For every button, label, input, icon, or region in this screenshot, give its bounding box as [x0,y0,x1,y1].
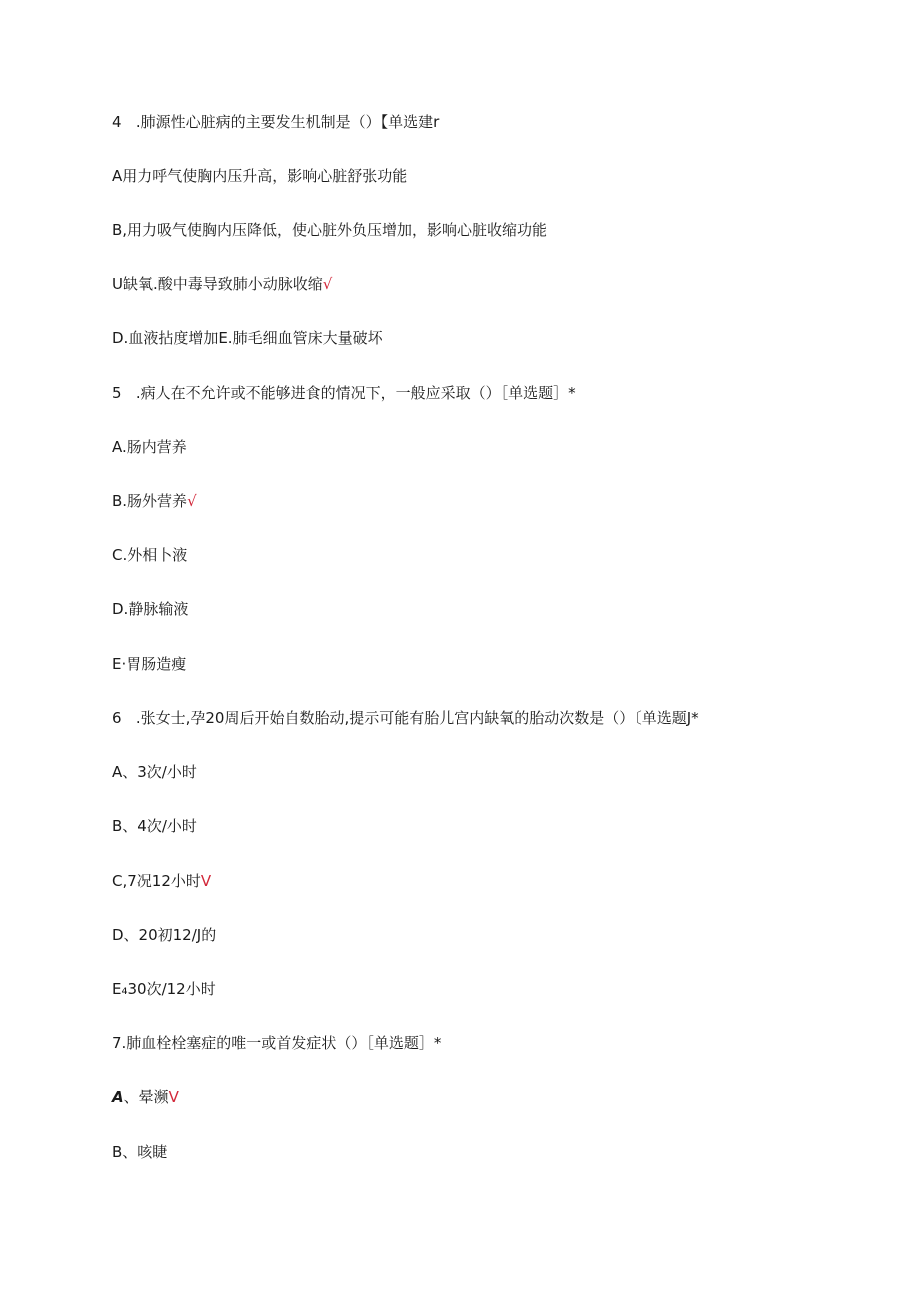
q5-option-b: B.肠外营养√ [112,492,197,510]
q4-option-b: B,用力吸气使胸内压降低，使心脏外负压增加，影响心脏收缩功能 [112,221,548,239]
q6-option-e: E₄30次/12小时 [112,980,216,998]
q6-option-a: A、3次/小时 [112,763,197,781]
q6-option-b: B、4次/小时 [112,817,197,835]
q5-option-d: D.静脉输液 [112,600,189,618]
q5-option-c: C.外相卜液 [112,546,188,564]
correct-checkmark-icon: √ [187,492,197,510]
q5-option-e: E·胃肠造瘦 [112,655,187,673]
q4-option-d-e: D.血液拈度增加E.肺毛细血管床大量破坏 [112,329,383,347]
q6-option-d: D、20初12/J的 [112,926,217,944]
q4-option-a: A用力呼气使胸内压升高，影响心脏舒张功能 [112,167,408,185]
question-7-stem: 7.肺血栓栓塞症的唯一或首发症状（）［单选题］* [112,1034,442,1052]
q7-option-b: B、咳睫 [112,1143,168,1161]
correct-checkmark-icon: V [200,872,212,890]
question-6-stem: 6 .张女士,孕20周后开始自数胎动,提示可能有胎儿宫内缺氧的胎动次数是（）〔单选题J* [112,709,699,727]
correct-checkmark-icon: V [168,1088,179,1106]
question-5-stem: 5 .病人在不允许或不能够进食的情况下，一般应采取（）［单选题］* [112,384,576,402]
q7-option-a: A、晕濒V [112,1088,179,1106]
correct-checkmark-icon: √ [322,275,333,293]
question-4-stem: 4 .肺源性心脏病的主要发生机制是（）【单选建r [112,113,440,131]
q5-option-a: A.肠内营养 [112,438,187,456]
q4-option-c: U缺氧.酸中毒导致肺小动脉收缩√ [112,275,333,293]
q6-option-c: C,7况12小时V [112,872,212,890]
